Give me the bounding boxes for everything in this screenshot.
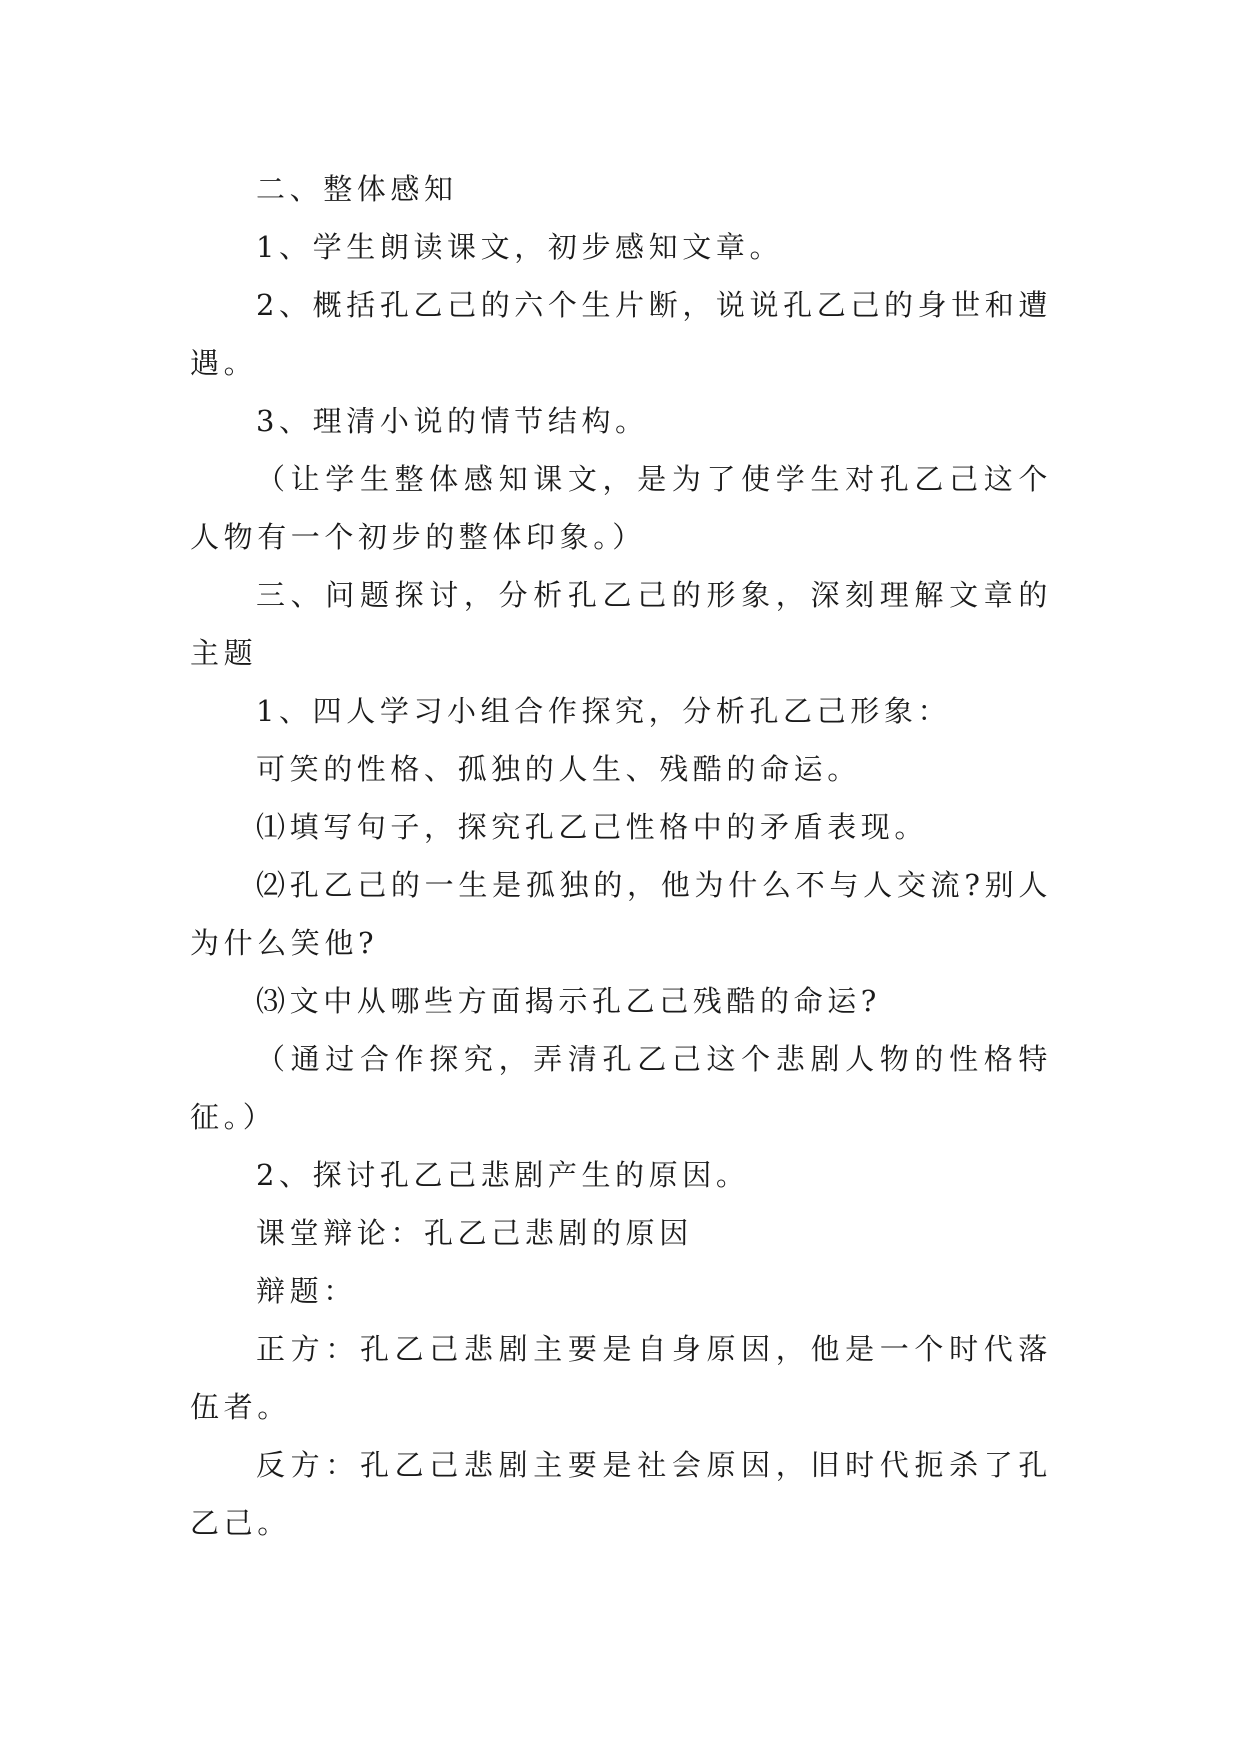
section-heading-problem-discussion: 三、问题探讨，分析孔乙己的形象，深刻理解文章的主题 (190, 578, 1052, 670)
paragraph-subitem-1: ⑴填写句子，探究孔乙己性格中的矛盾表现。 (256, 810, 929, 844)
paragraph-negative-side: 反方：孔乙己悲剧主要是社会原因，旧时代扼杀了孔乙己。 (190, 1448, 1052, 1540)
paragraph-subitem-3: ⑶文中从哪些方面揭示孔乙己残酷的命运? (256, 984, 881, 1018)
paragraph-affirmative-side: 正方：孔乙己悲剧主要是自身原因，他是一个时代落伍者。 (190, 1332, 1052, 1424)
paragraph-class-debate: 课堂辩论：孔乙己悲剧的原因 (256, 1216, 693, 1250)
paragraph-character-traits: 可笑的性格、孤独的人生、残酷的命运。 (256, 752, 861, 786)
paragraph-group-study: 1、四人学习小组合作探究，分析孔乙己形象： (256, 694, 952, 728)
paragraph-debate-topic: 辩题： (256, 1274, 357, 1308)
paragraph-note-perception: （让学生整体感知课文，是为了使学生对孔乙己这个人物有一个初步的整体印象。） (190, 462, 1052, 554)
section-heading-overall-perception: 二、整体感知 (256, 172, 458, 206)
paragraph-tragedy-cause: 2、探讨孔乙己悲剧产生的原因。 (256, 1158, 750, 1192)
paragraph-subitem-2: ⑵孔乙己的一生是孤独的，他为什么不与人交流?别人为什么笑他? (190, 868, 1052, 960)
paragraph-note-cooperation: （通过合作探究，弄清孔乙己这个悲剧人物的性格特征。） (190, 1042, 1052, 1134)
document-body (190, 160, 1052, 1552)
paragraph-item-2: 2、概括孔乙己的六个生片断，说说孔乙己的身世和遭遇。 (190, 288, 1052, 380)
paragraph-item-3: 3、理清小说的情节结构。 (256, 404, 649, 438)
paragraph-item-1: 1、学生朗读课文，初步感知文章。 (256, 230, 784, 264)
